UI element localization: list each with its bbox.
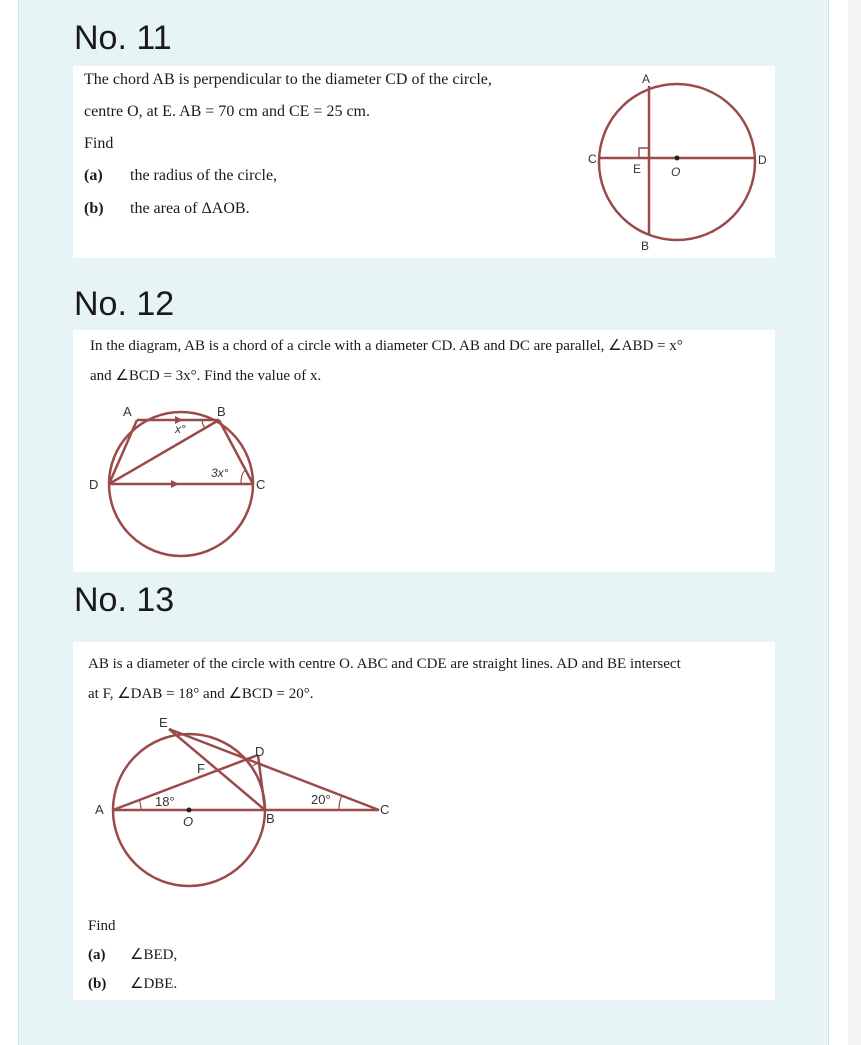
q11-part-b — [84, 199, 250, 219]
q13-centre-dot — [187, 808, 192, 813]
q11-line-2: centre O, at E. AB = 70 cm and CE = 25 cm. — [84, 103, 370, 120]
q13-label-b: B — [266, 811, 275, 826]
q12-label-angle-x: x° — [175, 422, 186, 436]
q11-label-e: E — [633, 162, 642, 176]
q11-circle — [599, 84, 755, 240]
q11-centre-dot — [675, 156, 680, 161]
q13-label-o: O — [183, 814, 194, 829]
q11-label-b: B — [641, 239, 650, 253]
q12-line-db — [109, 420, 219, 484]
q13-label-c: C — [380, 802, 390, 817]
q11-part-b-label: (b) — [84, 200, 104, 217]
question-13-heading: No. 13 — [74, 581, 175, 619]
q13-part-a-label: (a) — [88, 947, 106, 963]
q13-label-f: F — [197, 761, 205, 776]
q12-line-da — [109, 420, 137, 484]
q12-label-angle-3x: 3x° — [211, 466, 229, 480]
q13-part-b — [88, 974, 177, 994]
q11-part-a-label: (a) — [84, 167, 103, 184]
q11-label-o: O — [671, 165, 681, 179]
q11-line-1: The chord AB is perpendicular to the diameter CD of the circle, — [84, 71, 492, 88]
question-11-card — [73, 66, 775, 258]
q13-part-a — [88, 945, 177, 965]
q12-circle-diagram — [81, 402, 281, 564]
q13-angle-arc-18 — [139, 800, 141, 810]
q13-angle-arc-20 — [339, 796, 342, 810]
q13-line-2: at F, ∠DAB = 18° and ∠BCD = 20°. — [88, 686, 314, 702]
question-13-card — [73, 642, 775, 1000]
q13-part-b-label: (b) — [88, 976, 107, 992]
q12-label-b: B — [217, 404, 226, 419]
q12-label-d: D — [89, 477, 99, 492]
q13-circle-diagram — [93, 714, 403, 889]
q12-line-1: In the diagram, AB is a chord of a circle with a diameter CD. AB and DC are parallel, ∠ABD = x° — [90, 338, 683, 354]
q13-line-eb — [169, 729, 265, 810]
q12-label-a: A — [123, 404, 132, 419]
q12-label-c: C — [256, 477, 266, 492]
q13-label-angle-20: 20° — [311, 792, 331, 807]
q12-angle-arc-3x — [241, 470, 246, 484]
q13-part-b-text: ∠DBE. — [130, 976, 178, 992]
q13-find: Find — [88, 918, 116, 934]
question-12-heading: No. 12 — [74, 285, 175, 323]
q11-label-a: A — [642, 72, 651, 86]
q13-part-a-text: ∠BED, — [130, 947, 178, 963]
q13-label-a: A — [95, 802, 104, 817]
q13-label-angle-18: 18° — [155, 794, 175, 809]
question-11-heading: No. 11 — [74, 19, 172, 57]
q11-part-b-text: the area of ΔAOB. — [130, 200, 250, 217]
q11-label-d: D — [758, 153, 767, 167]
question-12-card — [73, 330, 775, 572]
q12-parallel-arrow-dc — [171, 480, 179, 488]
q11-part-a — [84, 166, 277, 186]
q13-label-d: D — [255, 744, 265, 759]
q12-line-2: and ∠BCD = 3x°. Find the value of x. — [90, 368, 322, 384]
q11-part-a-text: the radius of the circle, — [130, 167, 278, 184]
q11-circle-diagram — [583, 70, 773, 256]
q11-right-angle-mark — [639, 148, 649, 158]
q11-find: Find — [84, 135, 114, 152]
q13-label-e: E — [159, 715, 168, 730]
q13-line-1: AB is a diameter of the circle with centre O. ABC and CDE are straight lines. AD and BE intersect — [88, 656, 681, 672]
q13-line-ad — [113, 755, 258, 810]
q11-label-c: C — [588, 152, 597, 166]
scrollbar-track[interactable] — [848, 0, 861, 1045]
